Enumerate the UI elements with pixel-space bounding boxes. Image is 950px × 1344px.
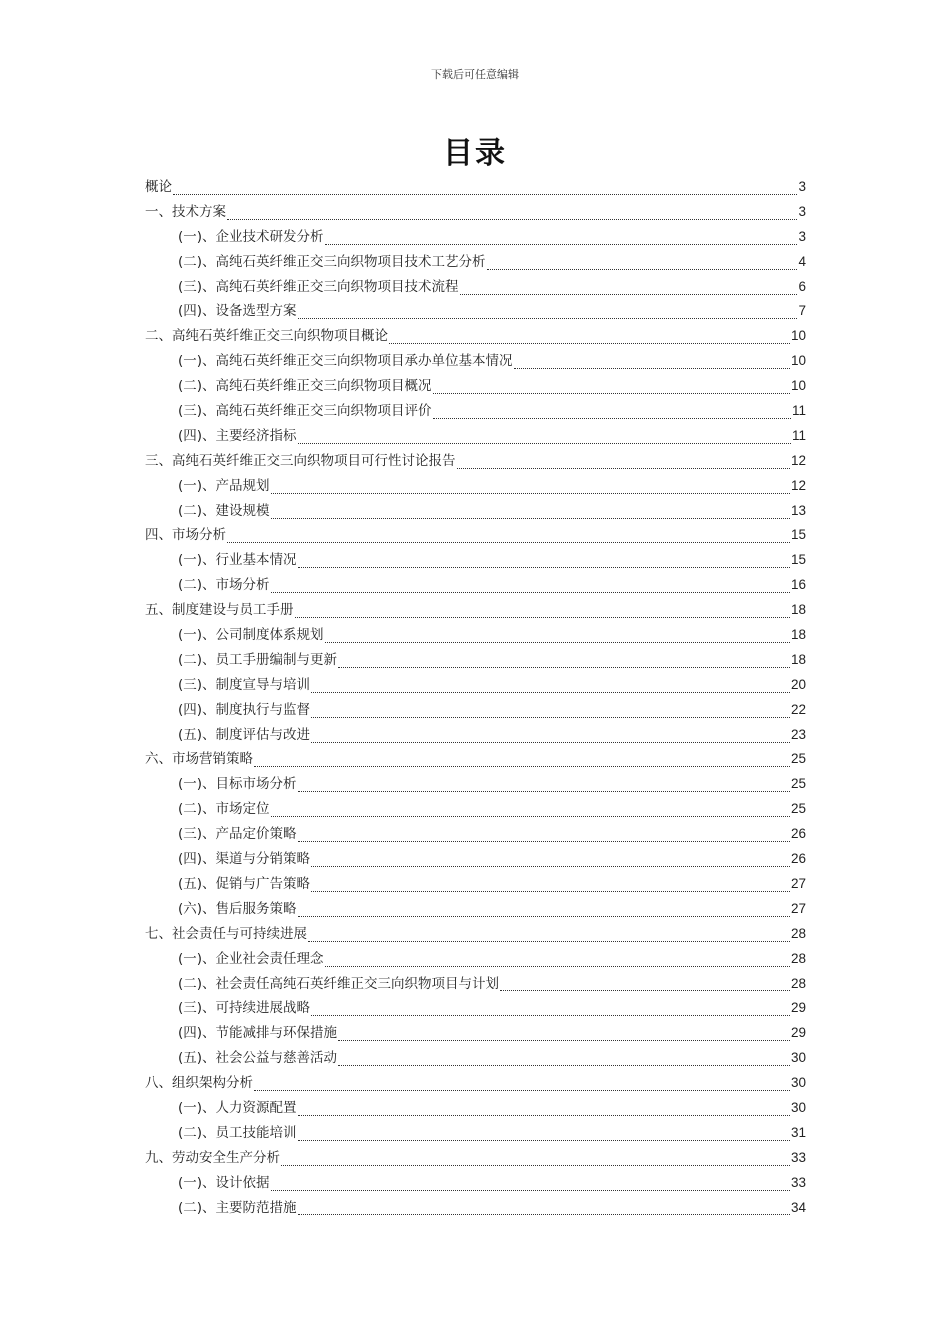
toc-page-number: 26 bbox=[790, 851, 806, 867]
toc-entry[interactable] bbox=[145, 1146, 806, 1171]
toc-subentry[interactable] bbox=[145, 424, 806, 449]
toc-entry-label: 概论 bbox=[145, 179, 172, 195]
dot-leader bbox=[338, 1032, 790, 1041]
toc-entry[interactable] bbox=[145, 324, 806, 349]
toc-entry-label: (四)、制度执行与监督 bbox=[178, 701, 311, 718]
toc-subentry[interactable] bbox=[145, 1046, 806, 1071]
toc-entry-label: 六、市场营销策略 bbox=[145, 751, 253, 768]
dot-leader bbox=[514, 360, 790, 369]
toc-subentry[interactable] bbox=[145, 623, 806, 648]
dot-leader bbox=[298, 559, 790, 568]
toc-entry-label: 一、技术方案 bbox=[145, 203, 226, 220]
toc-entry-label: (一)、高纯石英纤维正交三向织物项目承办单位基本情况 bbox=[178, 353, 513, 370]
toc-page-number: 3 bbox=[798, 179, 806, 194]
dot-leader bbox=[298, 1107, 790, 1116]
dot-leader bbox=[433, 385, 790, 394]
toc-entry-label: (六)、售后服务策略 bbox=[178, 900, 297, 917]
toc-entry-label: (二)、员工手册编制与更新 bbox=[178, 651, 338, 668]
toc-page-number: 10 bbox=[790, 328, 806, 344]
toc-entry-label: (一)、产品规划 bbox=[178, 477, 270, 494]
toc-entry-label: (五)、社会公益与慈善活动 bbox=[178, 1050, 338, 1067]
toc-entry-label: (二)、市场定位 bbox=[178, 801, 270, 818]
toc-entry-label: (五)、促销与广告策略 bbox=[178, 875, 311, 892]
toc-page-number: 6 bbox=[798, 278, 806, 294]
dot-leader bbox=[298, 783, 790, 792]
toc-entry[interactable] bbox=[145, 175, 806, 200]
dot-leader bbox=[227, 211, 797, 220]
dot-leader bbox=[338, 659, 790, 668]
toc-entry-label: 三、高纯石英纤维正交三向织物项目可行性讨论报告 bbox=[145, 452, 456, 469]
dot-leader bbox=[298, 435, 791, 444]
toc-page-number: 15 bbox=[790, 552, 806, 568]
toc-subentry[interactable] bbox=[145, 474, 806, 499]
toc-page-number: 16 bbox=[790, 577, 806, 593]
toc-page-number: 3 bbox=[798, 228, 806, 244]
toc-page-number: 29 bbox=[790, 1025, 806, 1041]
toc-subentry[interactable] bbox=[145, 772, 806, 797]
toc-entry-label: (三)、高纯石英纤维正交三向织物项目技术流程 bbox=[178, 278, 459, 295]
dot-leader bbox=[460, 286, 798, 295]
toc-subentry[interactable] bbox=[145, 996, 806, 1021]
toc-subentry[interactable] bbox=[145, 548, 806, 573]
toc-entry-label: (一)、人力资源配置 bbox=[178, 1099, 297, 1116]
toc-subentry[interactable] bbox=[145, 648, 806, 673]
toc-page-number: 29 bbox=[790, 1000, 806, 1016]
toc-subentry[interactable] bbox=[145, 673, 806, 698]
toc-entry[interactable] bbox=[145, 523, 806, 548]
toc-subentry[interactable] bbox=[145, 897, 806, 922]
toc-entry-label: (一)、设计依据 bbox=[178, 1174, 270, 1191]
toc-subentry[interactable] bbox=[145, 1121, 806, 1146]
toc-page-number: 25 bbox=[790, 776, 806, 792]
toc-entry-label: (二)、社会责任高纯石英纤维正交三向织物项目与计划 bbox=[178, 975, 500, 992]
toc-entry-label: 四、市场分析 bbox=[145, 527, 226, 544]
toc-entry[interactable] bbox=[145, 598, 806, 623]
toc-page-number: 28 bbox=[790, 950, 806, 966]
toc-page-number: 13 bbox=[790, 502, 806, 518]
toc-entry-label: (四)、渠道与分销策略 bbox=[178, 851, 311, 868]
toc-subentry[interactable] bbox=[145, 872, 806, 897]
dot-leader bbox=[311, 883, 790, 892]
dot-leader bbox=[271, 1182, 790, 1191]
toc-subentry[interactable] bbox=[145, 374, 806, 399]
toc-entry-label: (三)、制度宣导与培训 bbox=[178, 676, 311, 693]
dot-leader bbox=[295, 609, 790, 618]
toc-entry[interactable] bbox=[145, 200, 806, 225]
dot-leader bbox=[271, 485, 790, 494]
toc-entry-label: 八、组织架构分析 bbox=[145, 1075, 253, 1092]
toc-entry-label: (一)、目标市场分析 bbox=[178, 776, 297, 793]
toc-entry-label: (三)、产品定价策略 bbox=[178, 826, 297, 843]
toc-page-number: 33 bbox=[790, 1149, 806, 1165]
toc-page-number: 7 bbox=[798, 303, 806, 319]
toc-subentry[interactable] bbox=[145, 972, 806, 997]
dot-leader bbox=[457, 460, 790, 469]
toc-entry-label: (四)、设备选型方案 bbox=[178, 303, 297, 320]
toc-subentry[interactable] bbox=[145, 275, 806, 300]
toc-page-number: 28 bbox=[790, 925, 806, 941]
toc-entry-label: (三)、可持续进展战略 bbox=[178, 1000, 311, 1017]
toc-subentry[interactable] bbox=[145, 225, 806, 250]
toc-subentry[interactable] bbox=[145, 299, 806, 324]
toc-page-number: 23 bbox=[790, 726, 806, 742]
toc-entry-label: (一)、行业基本情况 bbox=[178, 552, 297, 569]
dot-leader bbox=[271, 808, 790, 817]
toc-entry-label: 七、社会责任与可持续进展 bbox=[145, 925, 307, 942]
toc-page-number: 34 bbox=[790, 1199, 806, 1215]
toc-page-number: 4 bbox=[798, 253, 806, 269]
toc-page-number: 33 bbox=[790, 1174, 806, 1190]
toc-entry-label: (二)、建设规模 bbox=[178, 502, 270, 519]
dot-leader bbox=[298, 908, 790, 917]
toc-entry-label: (一)、企业社会责任理念 bbox=[178, 950, 324, 967]
toc-page-number: 18 bbox=[790, 627, 806, 643]
toc-page-number: 12 bbox=[790, 477, 806, 493]
toc-entry-label: (一)、公司制度体系规划 bbox=[178, 627, 324, 644]
toc-entry-label: 五、制度建设与员工手册 bbox=[145, 602, 294, 619]
toc-entry[interactable] bbox=[145, 747, 806, 772]
dot-leader bbox=[338, 1057, 790, 1066]
toc-entry-label: (二)、高纯石英纤维正交三向织物项目技术工艺分析 bbox=[178, 253, 486, 270]
dot-leader bbox=[389, 335, 790, 344]
dot-leader bbox=[308, 933, 790, 942]
toc-page-number: 12 bbox=[790, 452, 806, 468]
toc-page-number: 11 bbox=[791, 427, 806, 443]
dot-leader bbox=[298, 833, 790, 842]
toc-subentry[interactable] bbox=[145, 698, 806, 723]
toc-page-number: 28 bbox=[790, 975, 806, 991]
toc-entry[interactable] bbox=[145, 922, 806, 947]
toc-subentry[interactable] bbox=[145, 847, 806, 872]
toc-subentry[interactable] bbox=[145, 349, 806, 374]
toc-entry-label: (二)、高纯石英纤维正交三向织物项目概况 bbox=[178, 378, 432, 395]
dot-leader bbox=[311, 684, 790, 693]
toc-page-number: 11 bbox=[791, 403, 806, 419]
toc-entry-label: (四)、主要经济指标 bbox=[178, 427, 297, 444]
dot-leader bbox=[281, 1157, 790, 1166]
toc-entry-label: (五)、制度评估与改进 bbox=[178, 726, 311, 743]
toc-page-number: 10 bbox=[790, 378, 806, 394]
toc-subentry[interactable] bbox=[145, 1196, 806, 1221]
dot-leader bbox=[311, 734, 790, 743]
dot-leader bbox=[487, 261, 798, 270]
dot-leader bbox=[298, 1206, 790, 1215]
toc-entry-label: (二)、主要防范措施 bbox=[178, 1199, 297, 1216]
toc-page-number: 30 bbox=[790, 1075, 806, 1091]
dot-leader bbox=[325, 236, 798, 245]
dot-leader bbox=[271, 584, 790, 593]
toc-entry-label: (三)、高纯石英纤维正交三向织物项目评价 bbox=[178, 403, 432, 420]
toc-subentry[interactable] bbox=[145, 1021, 806, 1046]
dot-leader bbox=[298, 1132, 790, 1141]
toc-entry[interactable] bbox=[145, 449, 806, 474]
dot-leader bbox=[173, 186, 797, 195]
toc-entry-label: (二)、市场分析 bbox=[178, 577, 270, 594]
dot-leader bbox=[500, 982, 790, 991]
toc-subentry[interactable] bbox=[145, 723, 806, 748]
toc-subentry[interactable] bbox=[145, 250, 806, 275]
toc-subentry[interactable] bbox=[145, 947, 806, 972]
toc-page-number: 18 bbox=[790, 651, 806, 667]
toc-page-number: 20 bbox=[790, 676, 806, 692]
toc-page-number: 27 bbox=[790, 900, 806, 916]
toc-subentry[interactable] bbox=[145, 797, 806, 822]
toc-page-number: 31 bbox=[790, 1124, 806, 1140]
toc-page-number: 26 bbox=[790, 826, 806, 842]
toc-page-number: 10 bbox=[790, 353, 806, 369]
dot-leader bbox=[325, 634, 790, 643]
dot-leader bbox=[227, 534, 790, 543]
toc-entry-label: 九、劳动安全生产分析 bbox=[145, 1149, 280, 1166]
dot-leader bbox=[311, 858, 790, 867]
toc-page-number: 25 bbox=[790, 801, 806, 817]
dot-leader bbox=[311, 1007, 790, 1016]
dot-leader bbox=[271, 510, 790, 519]
toc-entry-label: (二)、员工技能培训 bbox=[178, 1124, 297, 1141]
toc-page-number: 30 bbox=[790, 1050, 806, 1066]
toc-page-number: 30 bbox=[790, 1099, 806, 1115]
dot-leader bbox=[311, 709, 790, 718]
dot-leader bbox=[254, 758, 790, 767]
toc-page-number: 3 bbox=[798, 203, 806, 219]
toc-entry[interactable] bbox=[145, 1071, 806, 1096]
toc-page-number: 18 bbox=[790, 602, 806, 618]
toc-page-number: 27 bbox=[790, 875, 806, 891]
toc-page-number: 25 bbox=[790, 751, 806, 767]
toc-page-number: 15 bbox=[790, 527, 806, 543]
dot-leader bbox=[298, 310, 798, 319]
toc-entry-label: (一)、企业技术研发分析 bbox=[178, 228, 324, 245]
toc-title: 目录 bbox=[443, 136, 507, 171]
toc-subentry[interactable] bbox=[145, 1171, 806, 1196]
toc-subentry[interactable] bbox=[145, 573, 806, 598]
toc-entry-label: 二、高纯石英纤维正交三向织物项目概论 bbox=[145, 328, 388, 345]
toc-subentry[interactable] bbox=[145, 822, 806, 847]
dot-leader bbox=[254, 1082, 790, 1091]
page-header: 下载后可任意编辑 bbox=[431, 68, 519, 81]
dot-leader bbox=[433, 410, 791, 419]
toc-page-number: 22 bbox=[790, 701, 806, 717]
dot-leader bbox=[325, 958, 790, 967]
toc-entry-label: (四)、节能减排与环保措施 bbox=[178, 1025, 338, 1042]
toc-subentry[interactable] bbox=[145, 399, 806, 424]
toc-subentry[interactable] bbox=[145, 1096, 806, 1121]
toc-subentry[interactable] bbox=[145, 499, 806, 524]
table-of-contents bbox=[145, 175, 806, 1220]
